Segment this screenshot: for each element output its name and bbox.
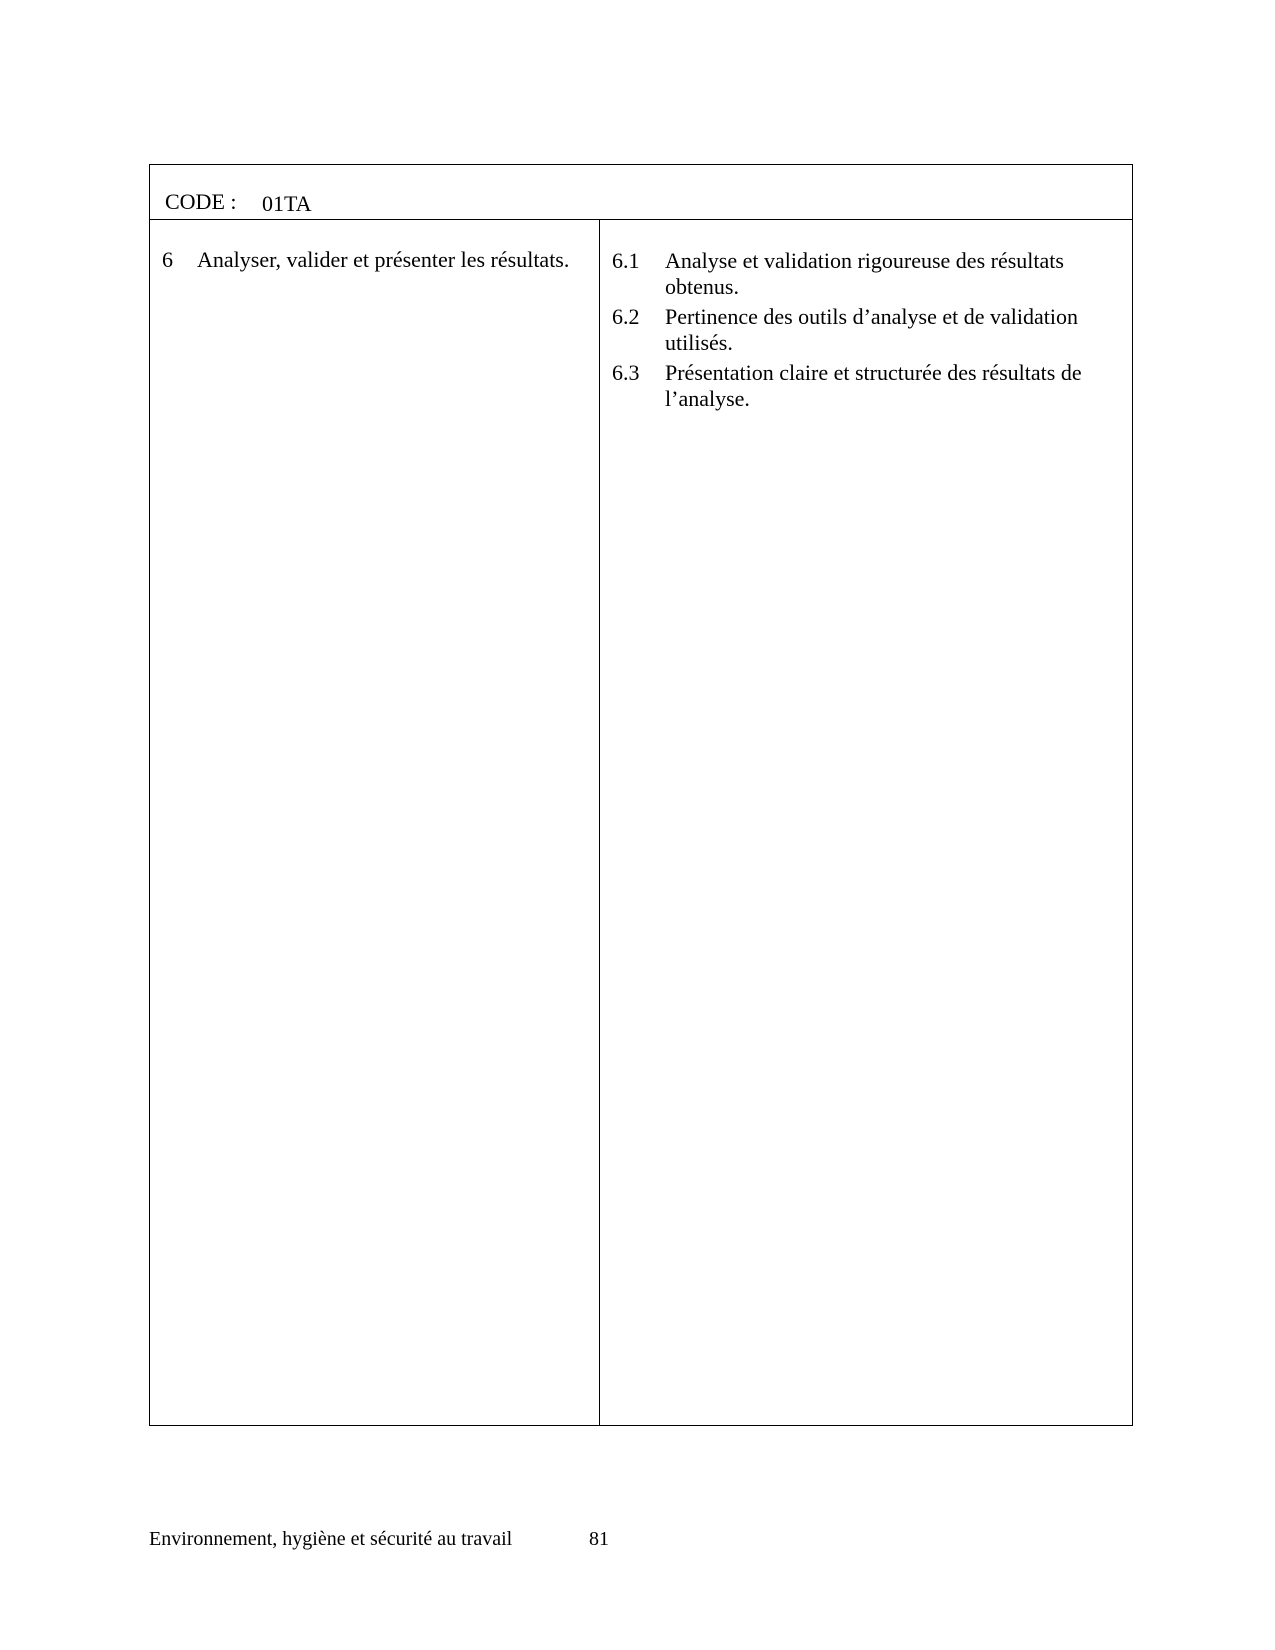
code-header-row — [150, 165, 1132, 220]
criterion-text: Présentation claire et structurée des résultats de l’analyse. — [665, 360, 1082, 411]
criteria-table — [149, 164, 1133, 1426]
criterion-number: 6.3 — [612, 360, 640, 385]
code-label: CODE : — [165, 189, 237, 214]
column-divider — [599, 219, 600, 1425]
footer-title: Environnement, hygiène et sécurité au travail — [149, 1528, 513, 1550]
page-number: 81 — [589, 1528, 609, 1550]
criterion-text: Analyse et validation rigoureuse des résultats obtenus. — [665, 248, 1064, 299]
criterion-text: Pertinence des outils d’analyse et de validation utilisés. — [665, 304, 1078, 355]
code-value: 01TA — [262, 191, 312, 216]
criterion-number: 6.1 — [612, 248, 640, 273]
criterion-number: 6.2 — [612, 304, 640, 329]
objective-text: Analyser, valider et présenter les résultats. — [197, 247, 570, 272]
objective-number: 6 — [162, 247, 173, 272]
